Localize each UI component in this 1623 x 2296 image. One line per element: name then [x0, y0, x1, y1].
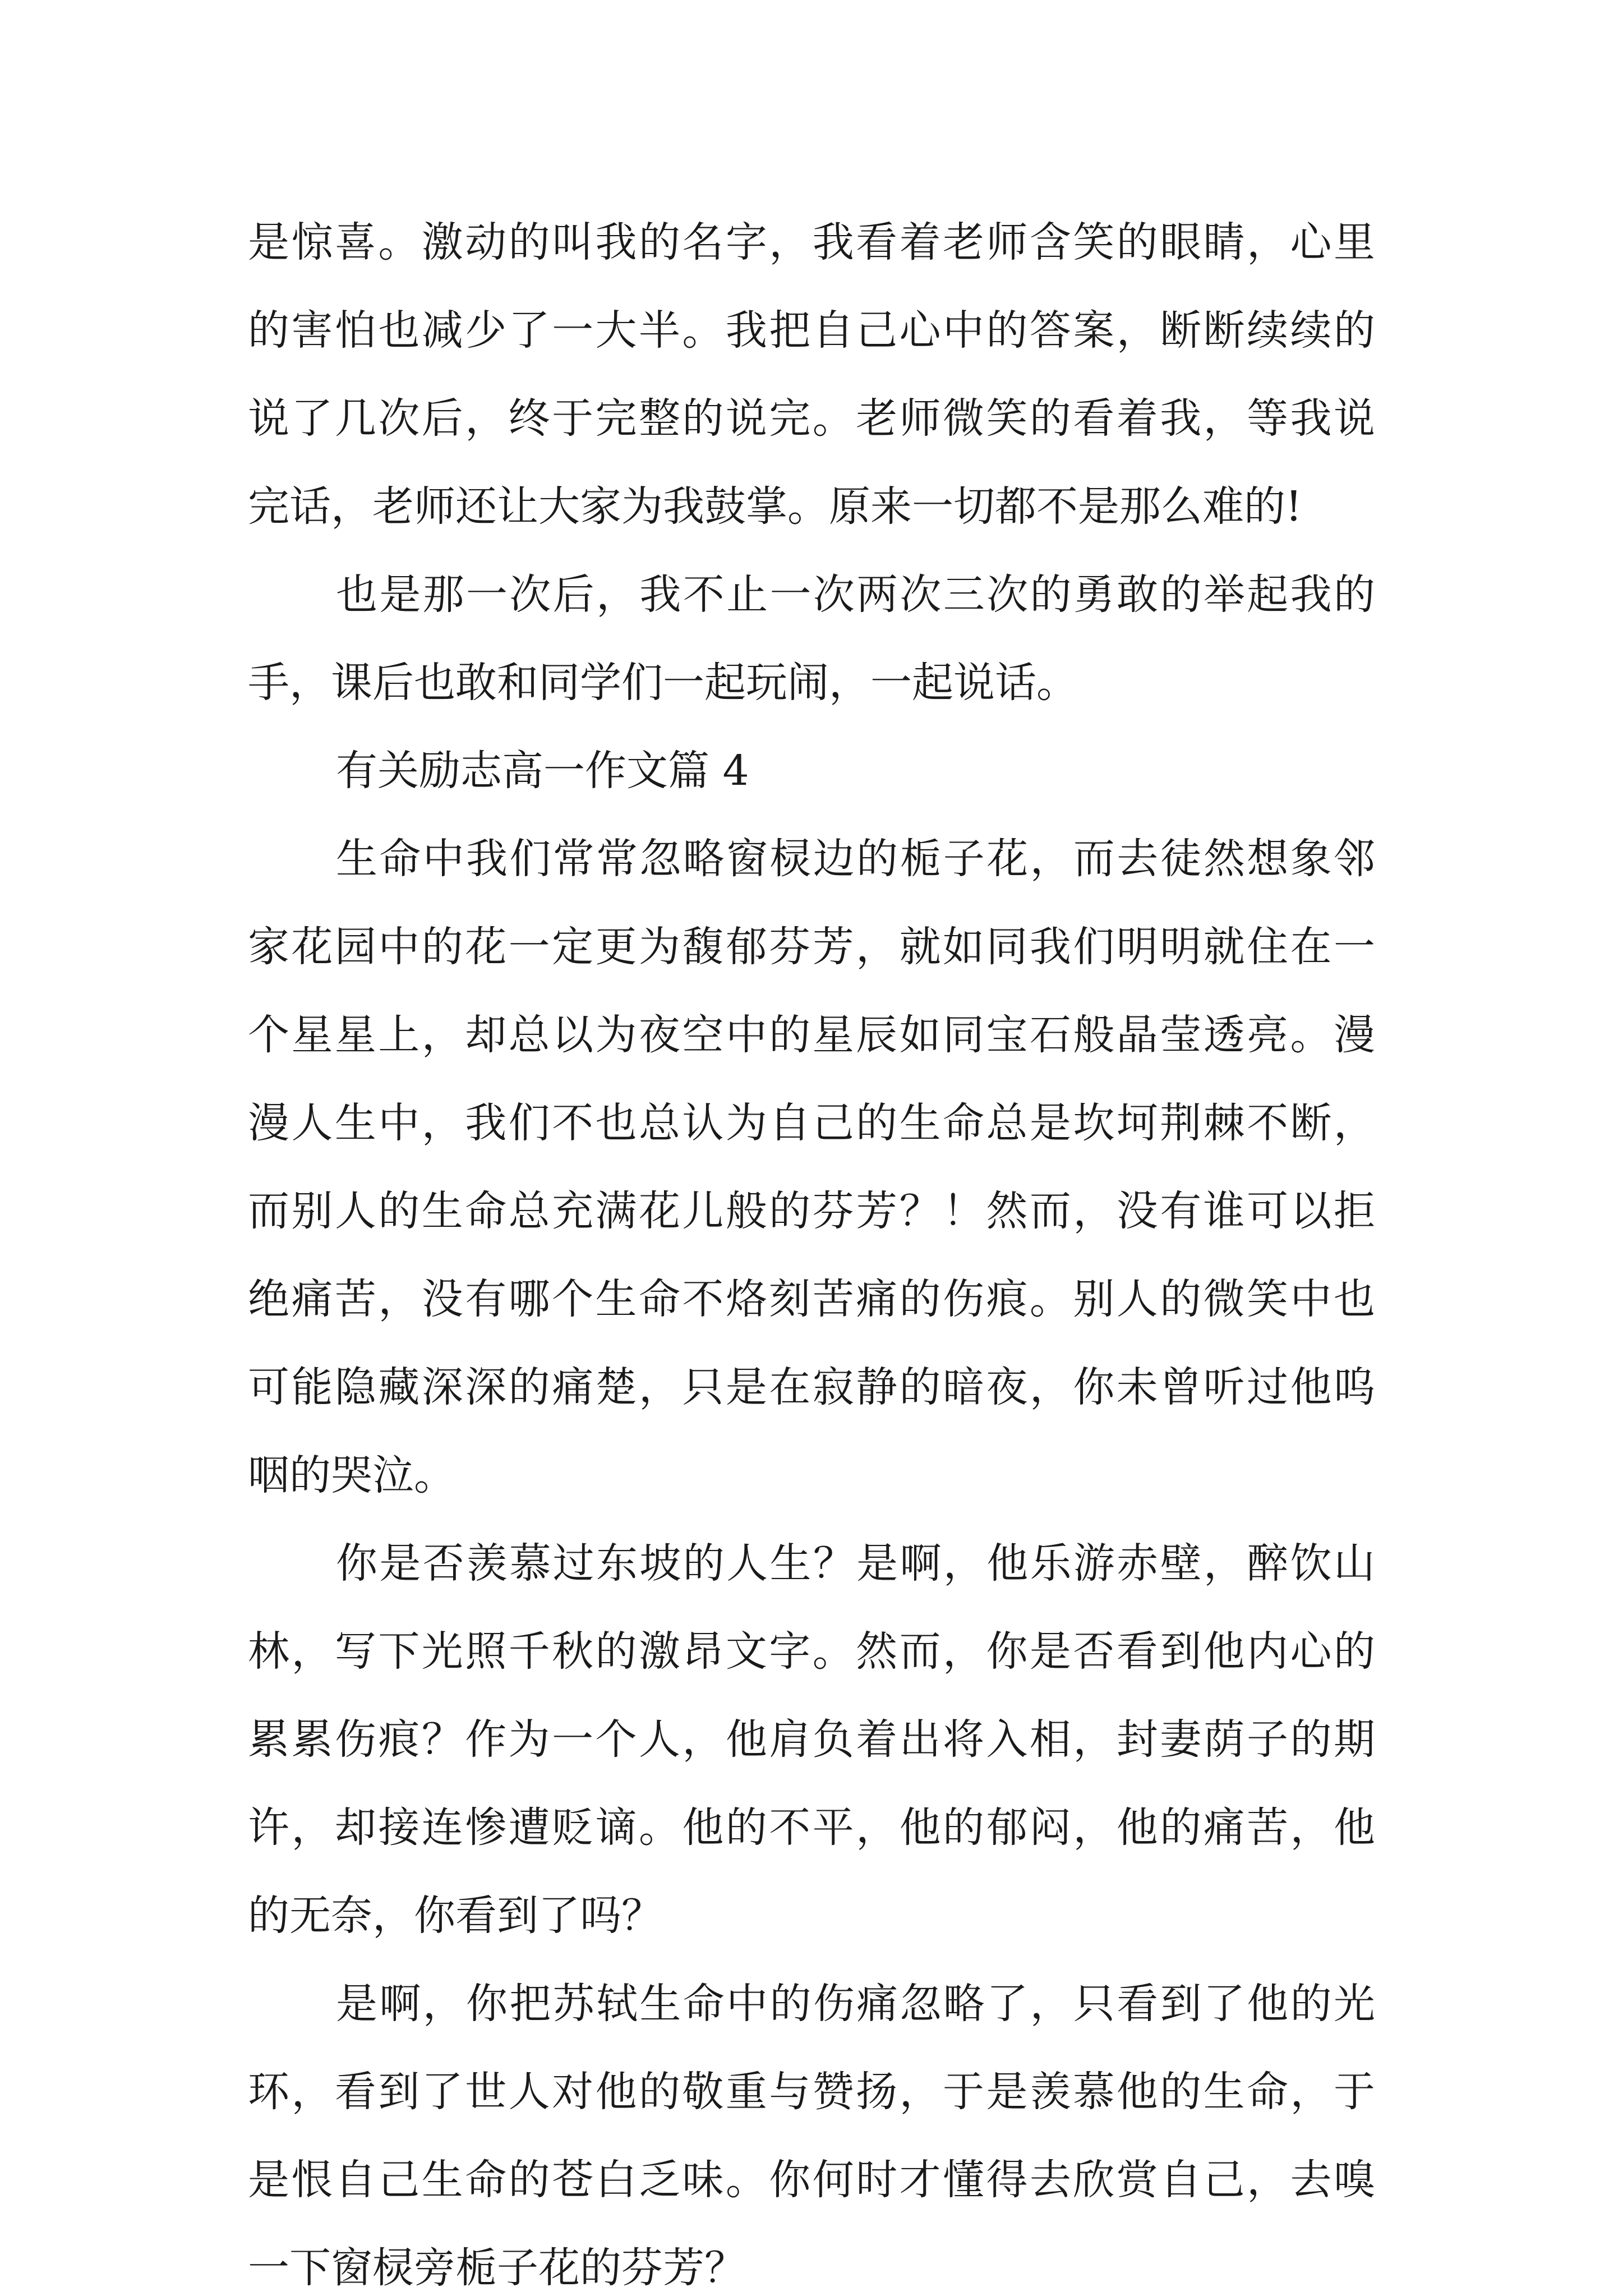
text-line: 手，课后也敢和同学们一起玩闹，一起说话。 [248, 659, 1078, 707]
text-line: 是惊喜。激动的叫我的名字，我看着老师含笑的眼睛，心里 [248, 218, 1375, 266]
text-line: 的无奈，你看到了吗？ [248, 1892, 663, 1940]
text-line: 生命中我们常常忽略窗棂边的栀子花，而去徒然想象邻 [336, 835, 1375, 883]
text-line: 个星星上，却总以为夜空中的星辰如同宝石般晶莹透亮。漫 [248, 1011, 1375, 1059]
text-line: 而别人的生命总充满花儿般的芬芳？！然而，没有谁可以拒 [248, 1187, 1375, 1235]
text-line: 累累伤痕？作为一个人，他肩负着出将入相，封妻荫子的期 [248, 1715, 1375, 1764]
text-line: 是啊，你把苏轼生命中的伤痛忽略了，只看到了他的光 [336, 1980, 1375, 2028]
text-line: 绝痛苦，没有哪个生命不烙刻苦痛的伤痕。别人的微笑中也 [248, 1275, 1375, 1323]
text-line: 也是那一次后，我不止一次两次三次的勇敢的举起我的 [336, 570, 1375, 619]
text-line: 说了几次后，终于完整的说完。老师微笑的看着我，等我说 [248, 394, 1375, 443]
text-line: 环，看到了世人对他的敬重与赞扬，于是羡慕他的生命，于 [248, 2068, 1375, 2116]
text-line: 可能隐藏深深的痛楚，只是在寂静的暗夜，你未曾听过他呜 [248, 1363, 1375, 1411]
text-line: 林，写下光照千秋的激昂文字。然而，你是否看到他内心的 [248, 1627, 1375, 1676]
text-line: 家花园中的花一定更为馥郁芬芳，就如同我们明明就住在一 [248, 923, 1375, 971]
text-line: 完话，老师还让大家为我鼓掌。原来一切都不是那么难的! [248, 482, 1302, 531]
text-line: 咽的哭泣。 [248, 1451, 455, 1499]
section-heading: 有关励志高一作文篇 4 [336, 747, 749, 795]
text-line: 许，却接连惨遭贬谪。他的不平，他的郁闷，他的痛苦，他 [248, 1803, 1375, 1852]
text-line: 的害怕也减少了一大半。我把自己心中的答案，断断续续的 [248, 306, 1375, 355]
text-line: 是恨自己生命的苍白乏味。你何时才懂得去欣赏自己，去嗅 [248, 2156, 1375, 2204]
text-line: 你是否羡慕过东坡的人生？是啊，他乐游赤壁，醉饮山 [336, 1539, 1375, 1588]
text-line: 漫人生中，我们不也总认为自己的生命总是坎坷荆棘不断， [248, 1099, 1375, 1147]
text-line: 一下窗棂旁栀子花的芬芳？ [248, 2244, 746, 2292]
